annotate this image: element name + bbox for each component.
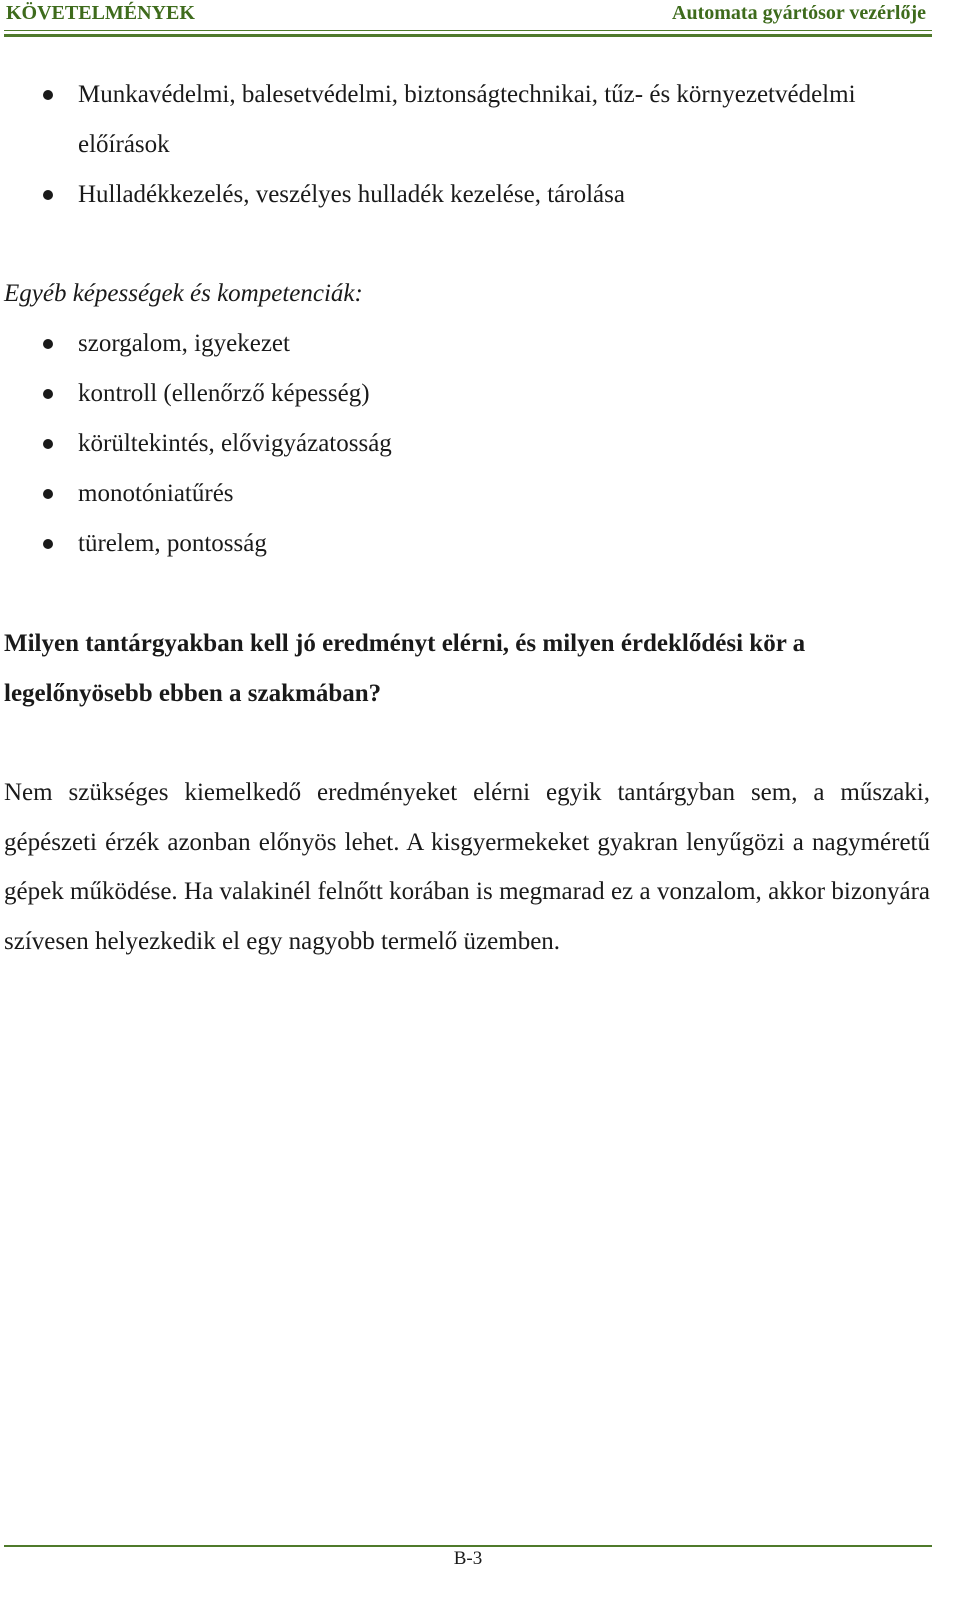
list-item	[4, 519, 930, 569]
list-item	[4, 319, 930, 369]
header-document-title: Automata gyártósor vezérlője	[672, 2, 926, 24]
list-item-text: szorgalom, igyekezet	[78, 330, 290, 357]
bullet-icon	[43, 439, 53, 449]
competencies-list	[4, 319, 930, 569]
list-item-text: Hulladékkezelés, veszélyes hulladék kezelése, tárolása	[78, 181, 625, 208]
page-header	[4, 0, 932, 30]
page-number: B-3	[453, 1548, 483, 1569]
list-item	[4, 170, 930, 220]
list-item-text: körültekintés, elővigyázatosság	[78, 430, 392, 457]
bullet-icon	[43, 539, 53, 549]
list-item	[4, 70, 930, 170]
list-item-text: kontroll (ellenőrző képesség)	[78, 380, 370, 407]
bullet-icon	[43, 339, 53, 349]
list-item	[4, 369, 930, 419]
footer-rule	[4, 1545, 932, 1547]
list-item	[4, 469, 930, 519]
bullet-icon	[43, 389, 53, 399]
body-paragraph: Nem szükséges kiemelkedő eredményeket elérni egyik tantárgyban sem, a műszaki, gépészeti érzék azonban előnyös lehet. A kisgyermekeket gyakran lenyűgözi a nagyméretű gépek működése. Ha valakinél felnőtt korában is megmarad ez a vonzalom, akkor bizonyára szívesen helyezkedik el egy nagyobb termelő üzemben.	[4, 779, 930, 955]
page-content	[4, 70, 930, 966]
list-item-text: türelem, pontosság	[78, 530, 267, 557]
bullet-icon	[43, 489, 53, 499]
regulations-list	[4, 70, 930, 220]
header-rule	[4, 30, 932, 31]
bullet-icon	[43, 190, 53, 200]
header-rule-thick	[4, 34, 932, 37]
list-item-text: monotóniatűrés	[78, 480, 234, 507]
list-item	[4, 419, 930, 469]
competencies-label: Egyéb képességek és kompetenciák:	[4, 280, 363, 307]
section-question: Milyen tantárgyakban kell jó eredményt elérni, és milyen érdeklődési kör a legelőnyösebb ebben a szakmában?	[4, 630, 806, 707]
list-item-text: Munkavédelmi, balesetvédelmi, biztonságtechnikai, tűz- és környezetvédelmi előírások	[78, 81, 856, 158]
header-section-title: KÖVETELMÉNYEK	[6, 2, 195, 24]
bullet-icon	[43, 90, 53, 100]
